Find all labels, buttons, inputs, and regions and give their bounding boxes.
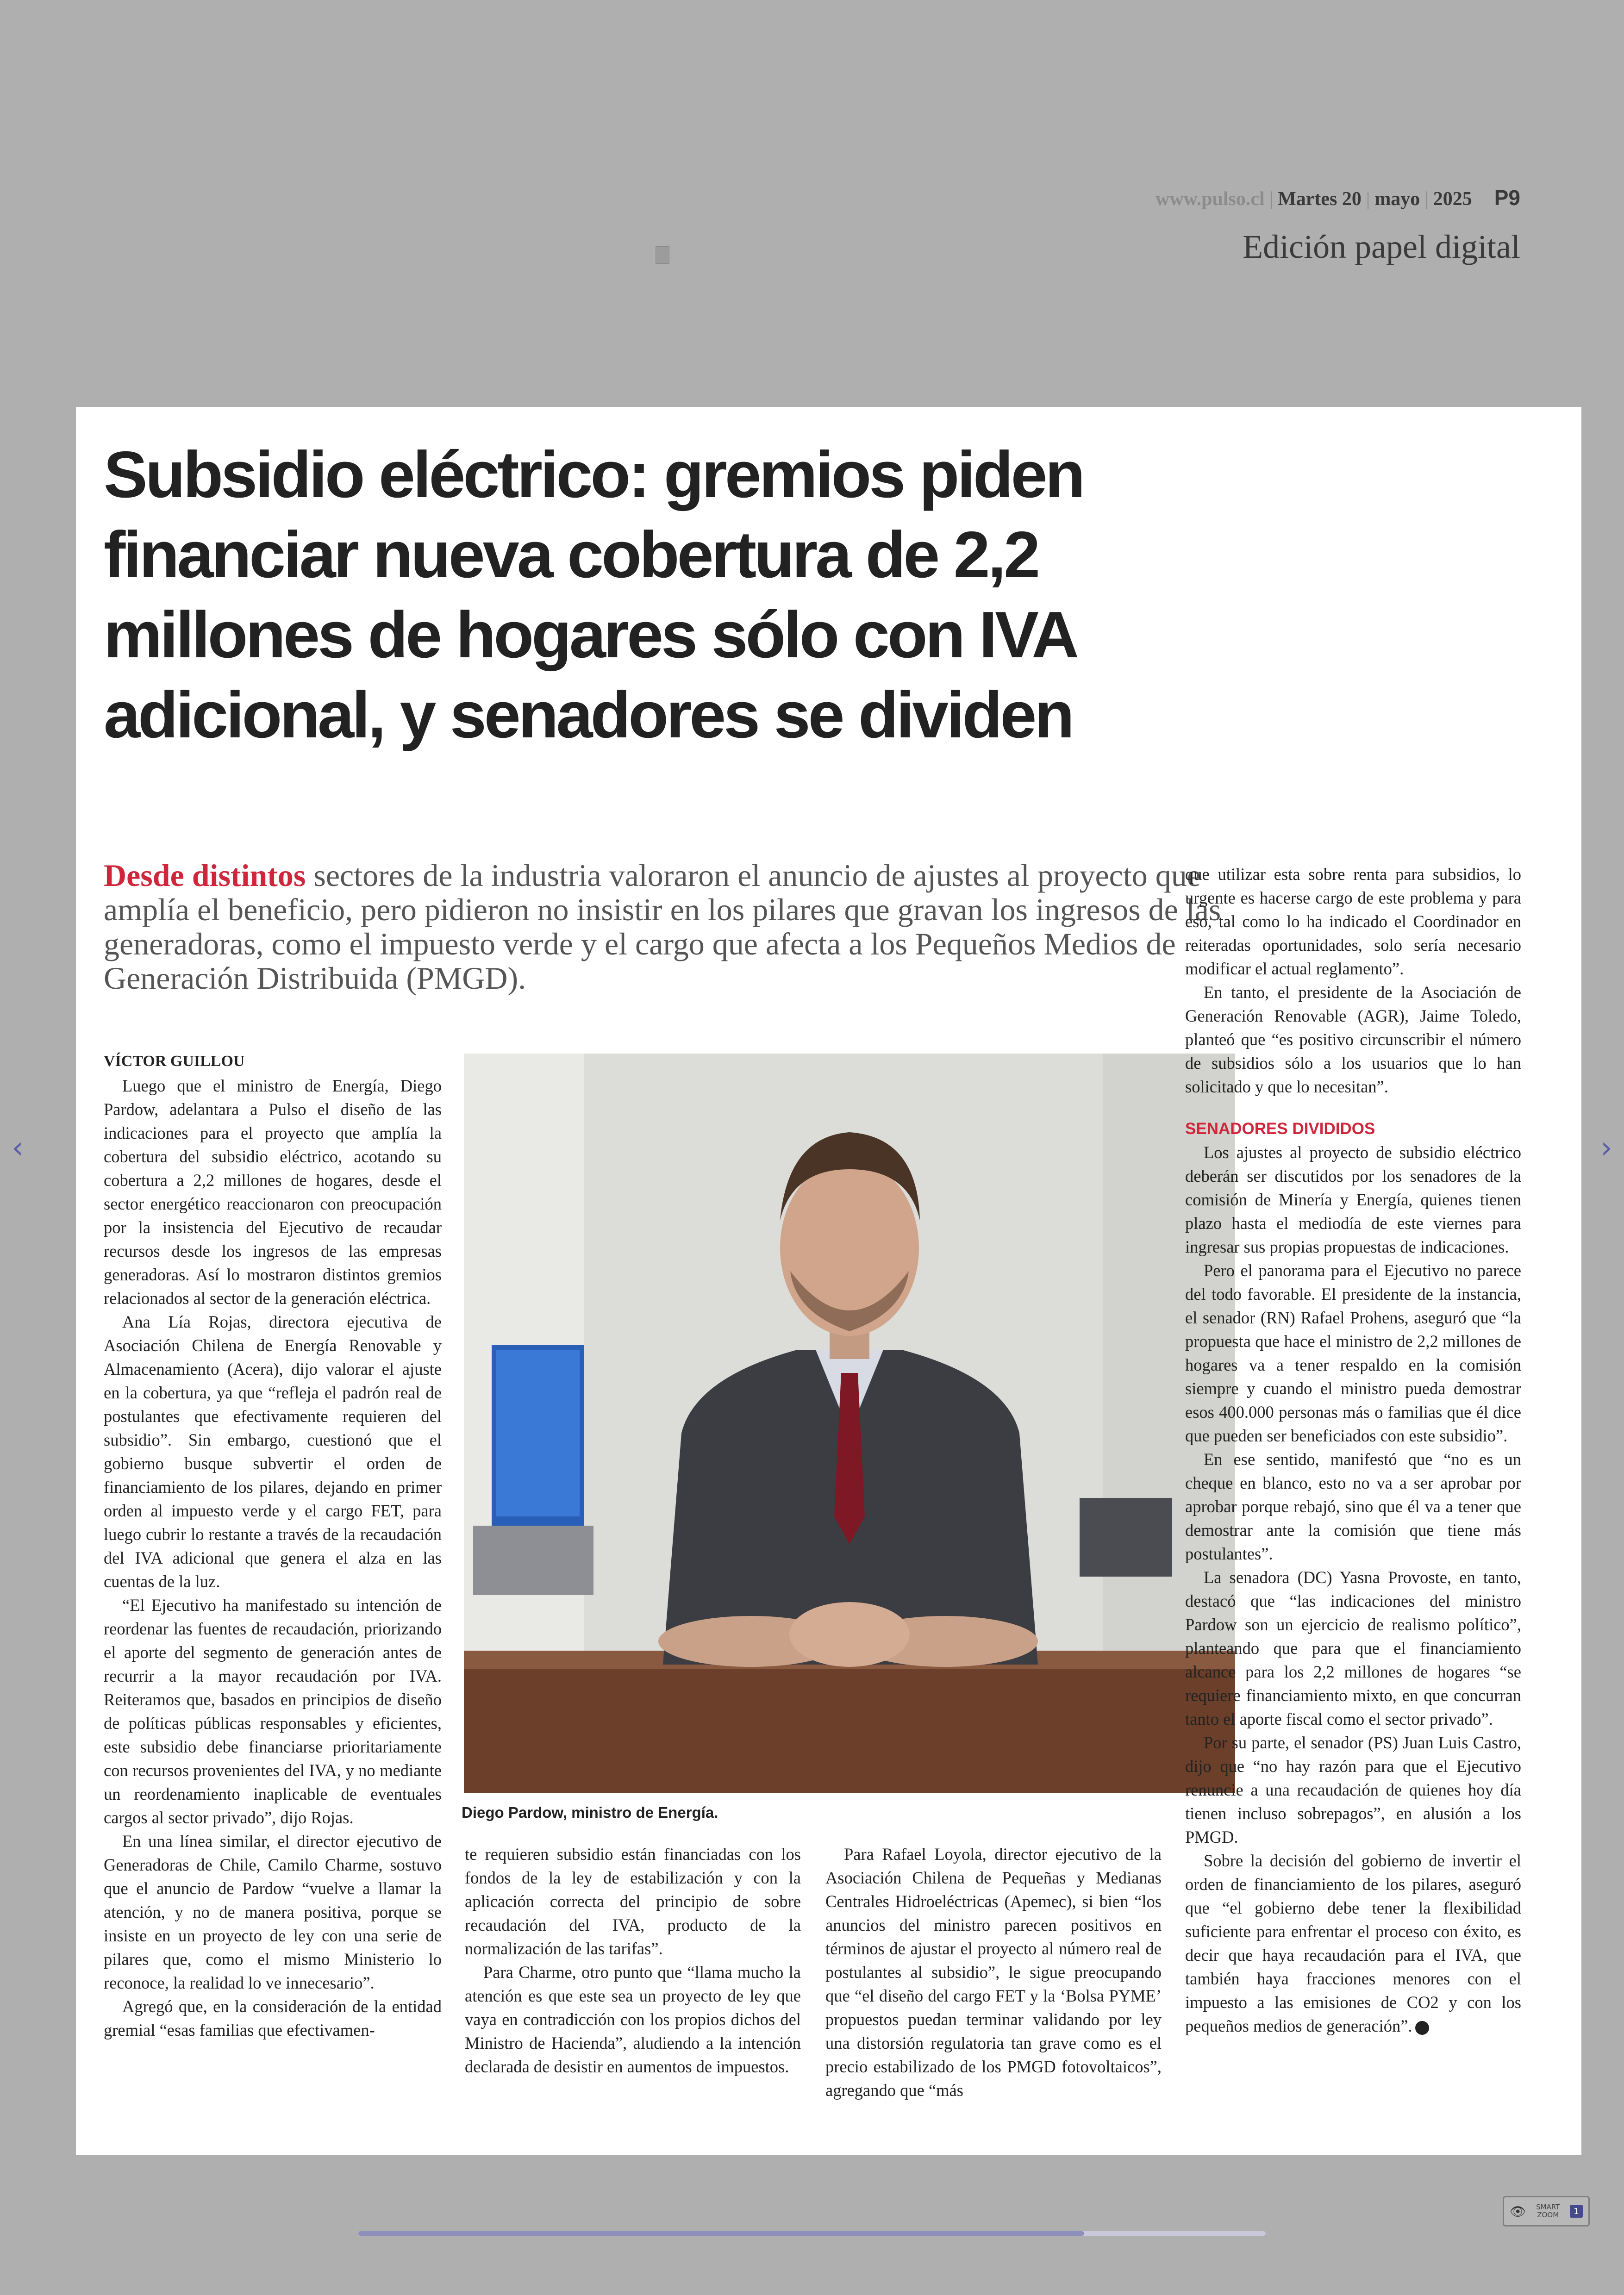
newspaper-page bbox=[76, 407, 1581, 2155]
paragraph: En una línea similar, el director ejecutivo de Generadoras de Chile, Camilo Charme, sostuvo que el anuncio de Pardow “vuelve a llamar la atención, y no de manera positiva, porque se insiste en un proyecto de ley con una serie de pilares que, como el mismo Ministerio lo reconoce, la realidad lo ve innecesario”. bbox=[104, 1832, 442, 1992]
article-end-icon bbox=[1415, 2021, 1429, 2035]
portrait-illustration bbox=[464, 1054, 1235, 1793]
article-headline: Subsidio eléctrico: gremios piden financiar nueva cobertura de 2,2 millones de hogares sólo con IVA adicional, y senadores se dividen bbox=[104, 438, 1083, 752]
article-photo[interactable] bbox=[464, 1054, 1235, 1793]
meta-separator: | bbox=[1269, 188, 1274, 210]
paragraph: que utilizar esta sobre renta para subsidios, lo urgente es hacerse cargo de este problema y para eso, tal como lo ha indicado el Coordinador en reiteradas oportunidades, solo sería necesario modificar el actual reglamento”. bbox=[1185, 865, 1521, 978]
smart-zoom-label: SMART ZOOM bbox=[1536, 2203, 1560, 2219]
paragraph-text: Sobre la decisión del gobierno de invertir el orden de financiamiento de los pilares, aseguró que “el gobierno debe tener la flexibilidad suficiente para enfrentar el proceso con éxito, es decir que haya recaudación para el IVA, que también haya fracciones menores con el impuesto a las emisiones de CO2 y con los pequeños medios de generación”. bbox=[1185, 1851, 1521, 2035]
paragraph: Agregó que, en la consideración de la entidad gremial “esas familias que efectivamen- bbox=[104, 1997, 442, 2039]
page-progress-fill bbox=[358, 2231, 1084, 2236]
deck-text: sectores de la industria valoraron el anuncio de ajustes al proyecto que amplía el beneficio, pero pidieron no insistir en los pilares que gravan los ingresos de las generadoras, como el impuesto verde y el cargo que afecta a los Pequeños Medios de Generación Distribuida (PMGD). bbox=[104, 858, 1221, 996]
edition-title: Edición papel digital bbox=[1243, 228, 1520, 265]
meta-separator: | bbox=[1424, 188, 1429, 210]
deck-lead: Desde distintos bbox=[104, 858, 306, 893]
section-subhead: SENADORES DIVIDIDOS bbox=[1185, 1120, 1375, 1138]
article-column-2 bbox=[465, 1842, 801, 2078]
paragraph: Los ajustes al proyecto de subsidio eléctrico deberán ser discutidos por los senadores de la comisión de Minería y Energía, quienes tienen plazo hasta el mediodía de este viernes para ingresar sus propias propuestas de indicaciones. bbox=[1185, 1143, 1521, 1256]
paragraph: te requieren subsidio están financiadas con los fondos de la ley de estabilización y con la aplicación correcta del principio de sobre recaudación del IVA, producto de la normalización de las tarifas”. bbox=[465, 1845, 801, 1958]
byline: VÍCTOR GUILLOU bbox=[104, 1053, 245, 1070]
paragraph: Pero el panorama para el Ejecutivo no parece del todo favorable. El presidente de la instancia, el senador (RN) Rafael Prohens, aseguró que “la propuesta que hace el ministro de 2,2 millones de hogares va a tener respaldo en la comisión siempre y cuando el ministro pueda demostrar esos 400.000 personas más o familias que él dice que pueden ser beneficiados con este subsidio”. bbox=[1185, 1261, 1521, 1445]
smart-zoom-button[interactable] bbox=[1503, 2196, 1590, 2226]
paragraph: Luego que el ministro de Energía, Diego Pardow, adelantara a Pulso el diseño de las indicaciones para el proyecto que amplía la cobertura del subsidio eléctrico, acotando su cobertura a 2,2 millones de hogares, desde el sector energético reaccionaron con preocupación por la insistencia del Ejecutivo de recaudar recursos desde los ingresos de las empresas generadoras. Así lo mostraron distintos gremios relacionados al sector de la generación eléctrica. bbox=[104, 1076, 442, 1308]
issue-month: mayo bbox=[1374, 188, 1420, 210]
prev-page-chevron-icon[interactable]: ‹ bbox=[12, 1131, 24, 1165]
article-column-3 bbox=[825, 1842, 1162, 2102]
article-deck bbox=[104, 858, 1243, 995]
smart-zoom-page-badge: 1 bbox=[1570, 2205, 1583, 2218]
paragraph: La senadora (DC) Yasna Provoste, en tanto, destacó que “las indicaciones del ministro Pardow son un ejercicio de realismo político”, planteando que para que el financiamiento alcance para los 2,2 millones de hogares “se requiere financiamiento mixto, en que concurran tanto el aporte fiscal como el sector privado”. bbox=[1185, 1568, 1521, 1728]
paragraph: “El Ejecutivo ha manifestado su intención de reordenar las fuentes de recaudación, priorizando el aporte del segmento de generación antes de recurrir a la mayor recaudación por IVA. Reiteramos que, basados en principios de diseño de políticas públicas responsables y eficientes, este subsidio debe financiarse prioritariamente con recursos provenientes del IVA, y no mediante un reordenamiento inaplicable de eventuales cargos al sector privado”, dijo Rojas. bbox=[104, 1596, 442, 1827]
paragraph: En ese sentido, manifestó que “no es un cheque en blanco, esto no va a ser aprobar por aprobar porque rebajó, sino que él va a tener que demostrar ante la comisión que tiene más postulantes”. bbox=[1185, 1450, 1521, 1563]
paragraph: Para Charme, otro punto que “llama mucho la atención es que este sea un proyecto de ley que vaya en contradicción con los propios dichos del Ministro de Hacienda”, aludiendo a la intención declarada de desistir en aumentos de impuestos. bbox=[465, 1963, 801, 2076]
site-url[interactable]: www.pulso.cl bbox=[1155, 188, 1265, 210]
issue-day: Martes 20 bbox=[1278, 188, 1362, 210]
page-progress-bar[interactable] bbox=[358, 2231, 1266, 2236]
next-page-chevron-icon[interactable]: › bbox=[1600, 1131, 1612, 1165]
paragraph: Por su parte, el senador (PS) Juan Luis Castro, dijo que “no hay razón para que el Ejecutivo renuncie a una recaudación de quienes hoy día tienen incluso sobrepagos”, en alusión a los PMGD. bbox=[1185, 1733, 1521, 1846]
paragraph: Para Rafael Loyola, director ejecutivo de la Asociación Chilena de Pequeñas y Medianas Centrales Hidroeléctricas (Apemec), si bien “los anuncios del ministro parecen positivos en términos de ajustar el proyecto al número real de postulantes al subsidio”, le sigue preocupando que “el diseño del cargo FET y la ‘Bolsa PYME’ propuestos puedan terminar validando por ley una distorsión regulatoria tan grave como es el precio estabilizado de los PMGD fotovoltaicos”, agregando que “más bbox=[825, 1845, 1162, 2100]
issue-year: 2025 bbox=[1433, 188, 1472, 210]
paragraph: Ana Lía Rojas, directora ejecutiva de Asociación Chilena de Energía Renovable y Almacenamiento (Acera), dijo valorar el ajuste en la cobertura, ya que “refleja el padrón real de postulantes que efectivamente requieren del subsidio”. Sin embargo, cuestionó que el gobierno busque subvertir el orden de financiamiento de los pilares, dejando en primer orden al impuesto verde y el cargo FET, para luego cubrir lo restante a través de la recaudación del IVA adicional que genera el alza en las cuentas de la luz. bbox=[104, 1312, 442, 1591]
page-marker-icon[interactable] bbox=[656, 246, 669, 264]
article-column-4 bbox=[1185, 862, 1521, 2038]
page-number: P9 bbox=[1494, 186, 1520, 210]
article-column-1 bbox=[104, 1049, 442, 2042]
photo-caption: Diego Pardow, ministro de Energía. bbox=[462, 1804, 718, 1821]
paragraph bbox=[1185, 1849, 1521, 2038]
paragraph: En tanto, el presidente de la Asociación de Generación Renovable (AGR), Jaime Toledo, planteó que “es positivo circunscribir el número de subsidios sólo a los usuarios que lo han solicitado y que lo necesitan”. bbox=[1185, 983, 1521, 1096]
meta-separator: | bbox=[1366, 188, 1370, 210]
eye-icon: 👁 bbox=[1510, 2203, 1526, 2219]
section-gap bbox=[1185, 1098, 1521, 1117]
issue-meta bbox=[1156, 185, 1520, 210]
